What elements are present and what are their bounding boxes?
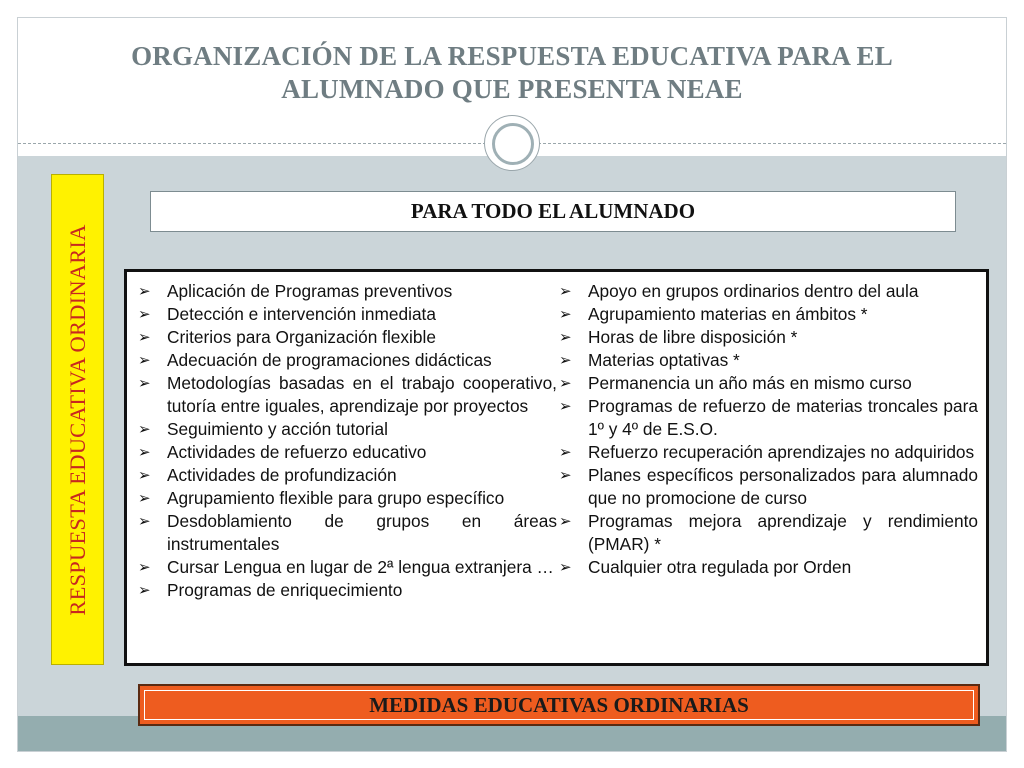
list-item-text: Agrupamiento materias en ámbitos * [588,304,868,324]
side-label [51,174,104,665]
arrow-bullet-icon: ➢ [559,559,572,576]
arrow-bullet-icon: ➢ [138,467,151,484]
side-label-text: RESPUESTA EDUCATIVA ORDINARIA [64,223,90,616]
list-item [558,349,978,372]
list-item-text: Permanencia un año más en mismo curso [588,373,912,393]
list-item [558,280,978,303]
arrow-bullet-icon: ➢ [138,444,151,461]
arrow-bullet-icon: ➢ [559,398,572,415]
list-item [137,418,557,441]
measures-box [124,269,989,666]
arrow-bullet-icon: ➢ [138,306,151,323]
list-item [558,510,978,556]
list-item [137,556,557,579]
list-item-text: Seguimiento y acción tutorial [167,419,388,439]
right-measures-list [558,280,978,579]
list-item [137,326,557,349]
list-item [137,579,557,602]
arrow-bullet-icon: ➢ [559,444,572,461]
list-item-text: Cursar Lengua en lugar de 2ª lengua extranjera … [167,557,554,577]
list-item [558,395,978,441]
ring-icon [492,123,534,165]
ordinary-measures-label: MEDIDAS EDUCATIVAS ORDINARIAS [144,690,974,720]
arrow-bullet-icon: ➢ [559,329,572,346]
list-item-text: Programas de enriquecimiento [167,580,403,600]
list-item-text: Criterios para Organización flexible [167,327,436,347]
arrow-bullet-icon: ➢ [138,283,151,300]
arrow-bullet-icon: ➢ [559,467,572,484]
list-item [558,441,978,464]
list-item-text: Programas de refuerzo de materias troncales para 1º y 4º de E.S.O. [588,396,978,439]
arrow-bullet-icon: ➢ [559,375,572,392]
left-measures-list [137,280,557,602]
list-item-text: Cualquier otra regulada por Orden [588,557,852,577]
arrow-bullet-icon: ➢ [138,513,151,530]
list-item-text: Apoyo en grupos ordinarios dentro del aula [588,281,919,301]
list-item-text: Actividades de profundización [167,465,397,485]
list-item [558,326,978,349]
list-item [137,487,557,510]
circle-ornament-icon [484,115,540,171]
list-item [558,556,978,579]
list-item-text: Planes específicos personalizados para alumnado que no promocione de curso [588,465,978,508]
list-item [137,372,557,418]
list-item-text: Metodologías basadas en el trabajo cooperativo, tutoría entre iguales, aprendizaje por proyectos [167,373,557,416]
list-item [137,464,557,487]
list-item [137,303,557,326]
arrow-bullet-icon: ➢ [559,513,572,530]
all-students-box: PARA TODO EL ALUMNADO [150,191,956,232]
list-item-text: Programas mejora aprendizaje y rendimiento (PMAR) * [588,511,978,554]
list-item [558,303,978,326]
list-item [558,464,978,510]
arrow-bullet-icon: ➢ [559,306,572,323]
arrow-bullet-icon: ➢ [559,283,572,300]
list-item [137,510,557,556]
list-item-text: Agrupamiento flexible para grupo específico [167,488,505,508]
list-item [558,372,978,395]
list-item [137,441,557,464]
ordinary-measures-box [138,684,980,726]
list-item [137,280,557,303]
list-item-text: Materias optativas * [588,350,740,370]
arrow-bullet-icon: ➢ [138,490,151,507]
measures-right-column [558,280,978,579]
arrow-bullet-icon: ➢ [138,421,151,438]
list-item-text: Detección e intervención inmediata [167,304,436,324]
list-item-text: Horas de libre disposición * [588,327,798,347]
list-item-text: Actividades de refuerzo educativo [167,442,427,462]
measures-left-column [137,280,557,602]
list-item-text: Refuerzo recuperación aprendizajes no adquiridos [588,442,975,462]
list-item-text: Aplicación de Programas preventivos [167,281,453,301]
list-item [137,349,557,372]
arrow-bullet-icon: ➢ [138,329,151,346]
arrow-bullet-icon: ➢ [138,352,151,369]
slide-title: ORGANIZACIÓN DE LA RESPUESTA EDUCATIVA PARA EL ALUMNADO QUE PRESENTA NEAE [131,41,893,104]
list-item-text: Adecuación de programaciones didácticas [167,350,492,370]
arrow-bullet-icon: ➢ [138,582,151,599]
arrow-bullet-icon: ➢ [138,559,151,576]
list-item-text: Desdoblamiento de grupos en áreas instrumentales [167,511,557,554]
arrow-bullet-icon: ➢ [138,375,151,392]
arrow-bullet-icon: ➢ [559,352,572,369]
